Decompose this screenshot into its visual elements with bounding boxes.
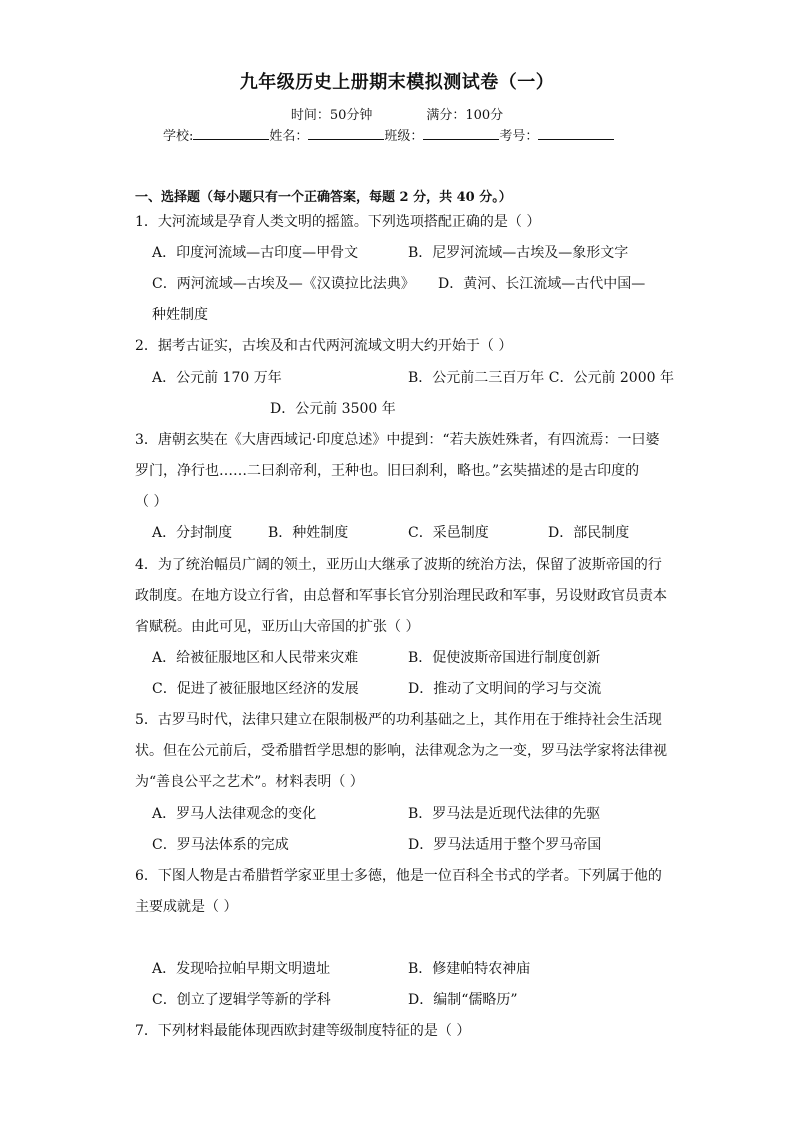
question-option: D．罗马法适用于整个罗马帝国 <box>408 837 602 853</box>
exam-title: 九年级历史上册期末模拟测试卷（一） <box>239 72 555 93</box>
question-stem: 3．唐朝玄奘在《大唐西域记·印度总述》中提到：“若夫族姓殊者，有四流焉：一曰婆 <box>135 432 660 448</box>
question-stem: 5．古罗马时代，法律只建立在限制极严的功利基础之上，其作用在于维持社会生活现 <box>135 712 662 728</box>
question-option: A．发现哈拉帕早期文明遗址 <box>152 961 331 977</box>
question-stem: 主要成就是（ ） <box>135 899 238 915</box>
question-stem: 7．下列材料最能体现西欧封建等级制度特征的是（ ） <box>135 1023 471 1039</box>
question-option-continued: 种姓制度 <box>152 307 208 323</box>
question-stem: 状。但在公元前后，受希腊哲学思想的影响，法律观念为之一变，罗马法学家将法律视 <box>135 743 667 759</box>
class-blank <box>423 125 499 140</box>
question-option: B．公元前二三百万年 C．公元前 2000 年 <box>408 370 674 386</box>
question-option: D．部民制度 <box>548 525 630 541</box>
question-stem: 政制度。在地方设立行省，由总督和军事长官分别治理民政和军事，另设财政官员责本 <box>135 588 667 604</box>
name-label: 姓名： <box>269 129 309 144</box>
question-option: C．创立了逻辑学等新的学科 <box>152 992 331 1008</box>
question-stem: 2．据考古证实，古埃及和古代两河流域文明大约开始于（ ） <box>135 338 513 354</box>
question-stem: （ ） <box>135 494 168 510</box>
question-option: D．推动了文明间的学习与交流 <box>408 681 602 697</box>
question-option: A．给被征服地区和人民带来灾难 <box>152 650 359 666</box>
question-stem: 1．大河流域是孕育人类文明的摇篮。下列选项搭配正确的是（ ） <box>135 214 541 230</box>
school-blank <box>193 125 269 140</box>
question-option: D．编制“儒略历” <box>408 992 518 1008</box>
exam-meta <box>0 104 794 123</box>
exam-full-score: 满分：100分 <box>426 108 504 123</box>
question-option: A．分封制度 <box>152 525 233 541</box>
question-option: B．促使波斯帝国进行制度创新 <box>408 650 601 666</box>
id-blank <box>538 125 614 140</box>
question-stem: 为“善良公平之艺术”。材料表明（ ） <box>135 774 364 790</box>
section-title: 一、选择题（每小题只有一个正确答案，每题 2 分，共 40 分。） <box>135 190 512 205</box>
question-option: B．修建帕特农神庙 <box>408 961 531 977</box>
question-stem: 罗门，净行也……二曰刹帝利，王种也。旧曰刹利，略也。”玄奘描述的是古印度的 <box>135 463 640 479</box>
exam-time: 时间：50分钟 <box>290 108 373 123</box>
school-label: 学校: <box>163 129 194 144</box>
name-blank <box>308 125 384 140</box>
question-option: A．公元前 170 万年 <box>152 370 282 386</box>
question-option: A．罗马人法律观念的变化 <box>152 806 317 822</box>
question-option: D．公元前 3500 年 <box>270 401 396 417</box>
question-stem: 6．下图人物是古希腊哲学家亚里士多德，他是一位百科全书式的学者。下列属于他的 <box>135 868 662 884</box>
question-option: A．印度河流域—古印度—甲骨文 <box>152 245 359 261</box>
question-option: C．罗马法体系的完成 <box>152 837 289 853</box>
question-stem: 4．为了统治幅员广阔的领土，亚历山大继承了波斯的统治方法，保留了波斯帝国的行 <box>135 557 662 573</box>
question-option: B．尼罗河流域—古埃及—象形文字 <box>408 245 629 261</box>
question-option: C．促进了被征服地区经济的发展 <box>152 681 359 697</box>
question-option: C．采邑制度 <box>408 525 489 541</box>
id-label: 考号： <box>499 129 539 144</box>
question-option: B．罗马法是近现代法律的先驱 <box>408 806 601 822</box>
question-stem: 省赋税。由此可见，亚历山大帝国的扩张（ ） <box>135 619 420 635</box>
class-label: 班级： <box>384 129 424 144</box>
question-option: D．黄河、长江流域—古代中国— <box>438 276 646 292</box>
question-option: C．两河流域—古埃及—《汉谟拉比法典》 <box>152 276 415 292</box>
student-info-row <box>163 125 614 144</box>
question-option: B．种姓制度 <box>268 525 349 541</box>
